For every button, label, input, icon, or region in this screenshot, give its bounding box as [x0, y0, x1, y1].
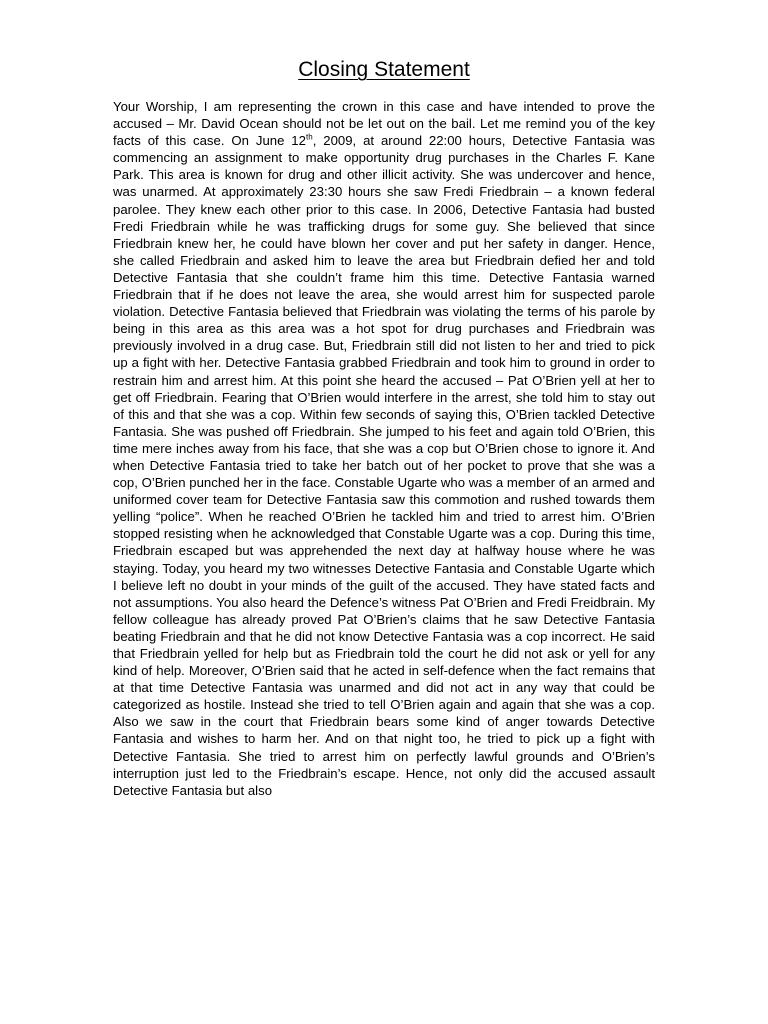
paragraph-text-rest: , 2009, at around 22:00 hours, Detective Fantasia was commencing an assignment to make opportunity drug purchases in the Charles F. Kane Park. This area is known for drug and other illicit activity. She was undercover and hence, was unarmed. At approximately 23:30 hours she saw Fredi Friedbrain – a known federal parolee. They knew each other prior to this case. In 2006, Detective Fantasia had busted Fredi Friedbrain while he was trafficking drugs for some guy. She believed that since Friedbrain knew her, he could have blown her cover and put her safety in danger. Hence, she called Friedbrain and asked him to leave the area but Friedbrain defied her and told Detective Fantasia that she couldn’t frame him this time. Detective Fantasia warned Friedbrain that if he does not leave the area, she would arrest him for suspected parole violation. Detective Fantasia believed that Friedbrain was violating the terms of his parole by being in this area as this area was a hot spot for drug purchases and Friedbrain was previously involved in a drug case. But, Friedbrain still did not listen to her and tried to pick up a fight with her. Detective Fantasia grabbed Friedbrain and took him to ground in order to restrain him and arrest him. At this point she heard the accused – Pat O’Brien yell at her to get off Friedbrain. Fearing that O’Brien would interfere in the arrest, she told him to stay out of this and that she was a cop. Within few seconds of saying this, O’Brien tackled Detective Fantasia. She was pushed off Friedbrain. She jumped to his feet and again told O’Brien, this time mere inches away from his face, that she was a cop but O’Brien chose to ignore it. And when Detective Fantasia tried to take her batch out of her pocket to prove that she was a cop, O’Brien punched her in the face. Constable Ugarte who was a member of an armed and uniformed cover team for Detective Fantasia saw this commotion and rushed towards them yelling “police”. When he reached O’Brien he tackled him and tried to arrest him. O’Brien stopped resisting when he acknowledged that Constable Ugarte was a cop. During this time, Friedbrain escaped but was apprehended the next day at halfway house where he was staying. Today, you heard my two witnesses Detective Fantasia and Constable Ugarte which I believe left no doubt in your minds of the guilt of the accused. They have stated facts and not assumptions. You also heard the Defence’s witness Pat O’Brien and Fredi Freidbrain. My fellow colleague has already proved Pat O’Brien’s claims that he saw Detective Fantasia beating Friedbrain and that he did not know Detective Fantasia was a cop incorrect. He said that Friedbrain yelled for help but as Friedbrain told the court he did not ask or yell for any kind of help. Moreover, O’Brien said that he acted in self-defence when the fact remains that at that time Detective Fantasia was unarmed and did not act in any way that could be categorized as hostile. Instead she tried to tell O’Brien again and again that she was a cop. Also we saw in the court that Friedbrain bears some kind of anger towards Detective Fantasia and wishes to harm her. And on that night too, he tried to pick up a fight with Detective Fantasia. She tried to arrest him on perfectly lawful grounds and O’Brien’s interruption just led to the Friedbrain’s escape. Hence, not only did the accused assault Detective Fantasia but also [113, 133, 655, 798]
page-title [0, 56, 768, 84]
date-ordinal-suffix: th [305, 132, 313, 142]
paragraph-text-start: Your Worship, I am representing the crown in this case and have intended to prove the accused – Mr. David Ocean should not be let out on the bail. Let me remind you of the key facts of this case. On June 12 [113, 99, 655, 149]
title-text: Closing Statement [298, 58, 470, 81]
statement-paragraph [113, 98, 655, 799]
